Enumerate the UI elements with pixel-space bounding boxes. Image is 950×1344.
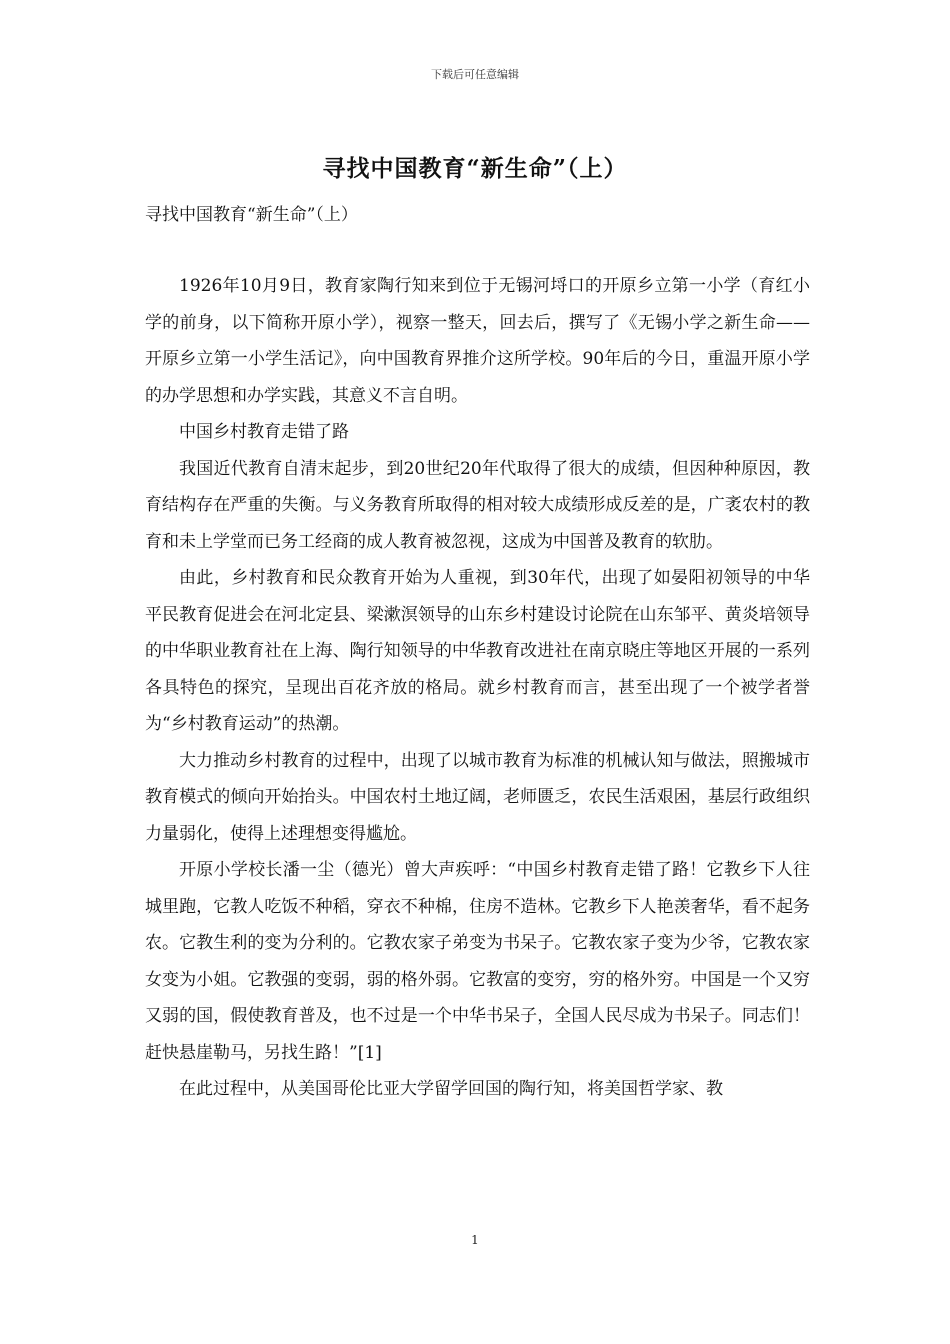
paragraph: 我国近代教育自清末起步，到20世纪20年代取得了很大的成绩，但因种种原因，教育结构存在严重的失衡。与义务教育所取得的相对较大成绩形成反差的是，广袤农村的教育和未上学堂而已务工经商的成人教育被忽视，这成为中国普及教育的软肋。 xyxy=(145,458,810,552)
document-title: 寻找中国教育“新生命”（上） xyxy=(322,155,628,182)
header-note: 下载后可任意编辑 xyxy=(431,68,519,81)
document-subtitle: 寻找中国教育“新生命”（上） xyxy=(145,205,358,225)
page-number: 1 xyxy=(471,1233,479,1247)
paragraph: 1926年10月9日，教育家陶行知来到位于无锡河埒口的开原乡立第一小学（育红小学的前身，以下简称开原小学），视察一整天，回去后，撰写了《无锡小学之新生命——开原乡立第一小学生活记》，向中国教育界推介这所学校。90年后的今日，重温开原小学的办学思想和办学实践，其意义不言自明。 xyxy=(145,276,810,406)
section-heading: 中国乡村教育走错了路 xyxy=(179,422,349,442)
paragraph: 大力推动乡村教育的过程中，出现了以城市教育为标准的机械认知与做法，照搬城市教育模式的倾向开始抬头。中国农村土地辽阔，老师匮乏，农民生活艰困，基层行政组织力量弱化，使得上述理想变得尴尬。 xyxy=(145,750,810,844)
paragraph: 由此，乡村教育和民众教育开始为人重视，到30年代，出现了如晏阳初领导的中华平民教育促进会在河北定县、梁漱溟领导的山东乡村建设讨论院在山东邹平、黄炎培领导的中华职业教育社在上海、陶行知领导的中华教育改进社在南京晓庄等地区开展的一系列各具特色的探究，呈现出百花齐放的格局。就乡村教育而言，甚至出现了一个被学者誉为“乡村教育运动”的热潮。 xyxy=(145,568,810,734)
paragraph: 在此过程中，从美国哥伦比亚大学留学回国的陶行知，将美国哲学家、教 xyxy=(179,1079,723,1099)
paragraph: 开原小学校长潘一尘（德光）曾大声疾呼：“中国乡村教育走错了路！它教乡下人往城里跑，它教人吃饭不种稻，穿衣不种棉，住房不造林。它教乡下人艳羡奢华，看不起务农。它教生利的变为分利的。它教农家子弟变为书呆子。它教农家子变为少爷，它教农家女变为小姐。它教强的变弱，弱的格外弱。它教富的变穷，穷的格外穷。中国是一个又穷又弱的国，假使教育普及，也不过是一个中华书呆子，全国人民尽成为书呆子。同志们！赶快悬崖勒马，另找生路！”[1] xyxy=(145,860,810,1063)
body-text xyxy=(145,268,810,1108)
